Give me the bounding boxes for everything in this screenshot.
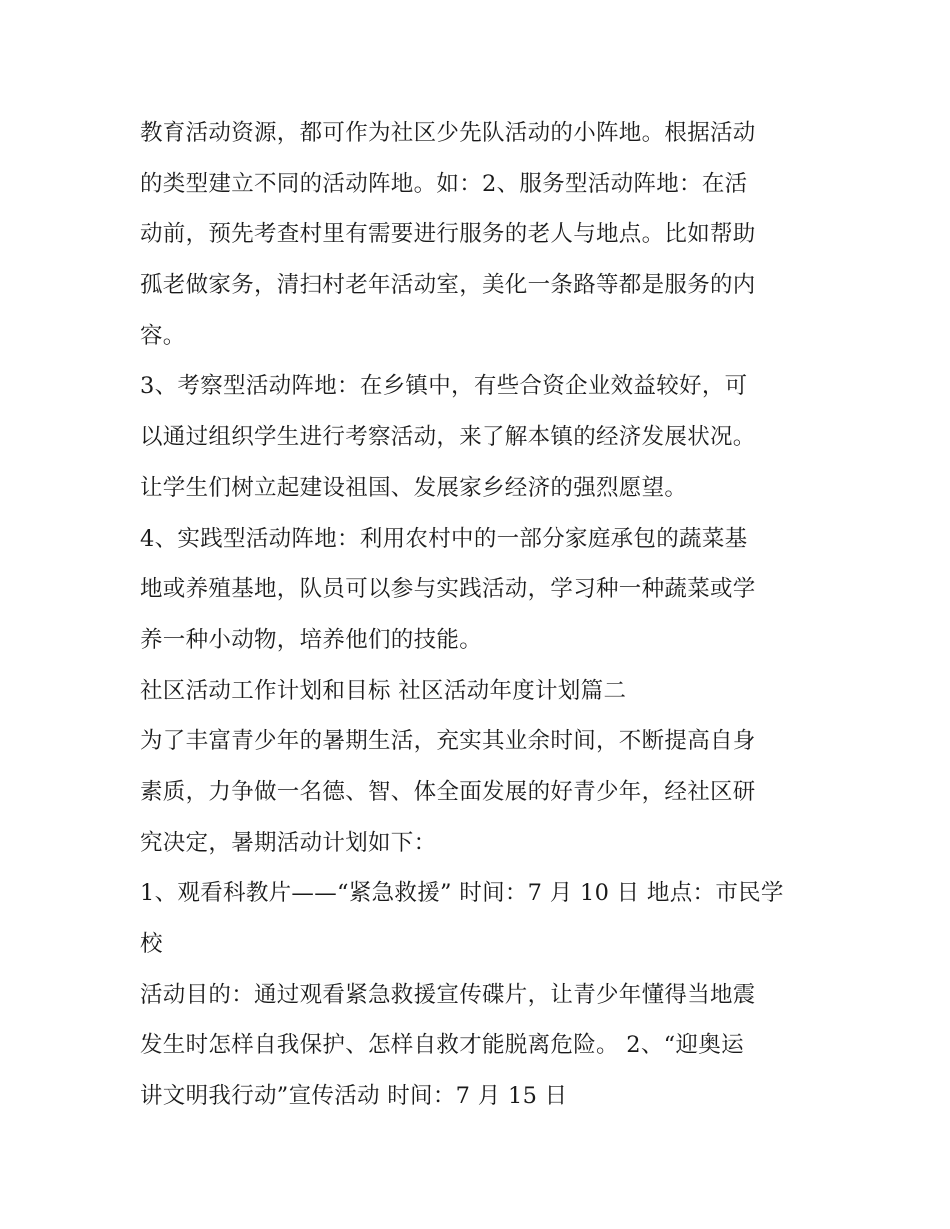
text-line: 地或养殖基地，队员可以参与实践活动，学习种一种蔬菜或学 [140,576,756,603]
text-line: 究决定，暑期活动计划如下： [140,829,437,856]
text-line: 1、观看科教片——“紧急救援” 时间：7 月 10 日 地点：市民学 [140,880,784,907]
text-line: 让学生们树立起建设祖国、发展家乡经济的强烈愿望。 [140,474,688,501]
text-line: 为了丰富青少年的暑期生活，充实其业余时间，不断提高自身 [140,728,756,755]
text-line: 孤老做家务，清扫村老年活动室，美化一条路等都是服务的内 [140,272,756,299]
text-line: 教育活动资源，都可作为社区少先队活动的小阵地。根据活动 [140,120,756,146]
text-line: 3、考察型活动阵地：在乡镇中，有些合资企业效益较好，可 [140,373,748,400]
text-line: 容。 [140,322,186,349]
text-line: 的类型建立不同的活动阵地。如：2、服务型活动阵地：在活 [140,170,748,197]
text-line: 动前，预先考查村里有需要进行服务的老人与地点。比如帮助 [140,221,756,248]
text-line: 4、实践型活动阵地：利用农村中的一部分家庭承包的蔬菜基 [140,525,748,552]
text-line: 以通过组织学生进行考察活动，来了解本镇的经济发展状况。 [140,424,756,451]
section-heading: 社区活动工作计划和目标 社区活动年度计划篇二 [140,677,627,704]
text-line: 讲文明我行动”宣传活动 时间：7 月 15 日 [140,1083,568,1110]
text-line: 活动目的：通过观看紧急救援宣传碟片，让青少年懂得当地震 [140,981,756,1008]
text-line: 发生时怎样自我保护、怎样自救才能脱离危险。 2、“迎奥运 [140,1032,744,1059]
text-line: 素质，力争做一名德、智、体全面发展的好青少年，经社区研 [140,778,756,805]
text-line: 养一种小动物，培养他们的技能。 [140,626,483,653]
document-body [140,108,820,1122]
text-line: 校 [140,931,163,957]
